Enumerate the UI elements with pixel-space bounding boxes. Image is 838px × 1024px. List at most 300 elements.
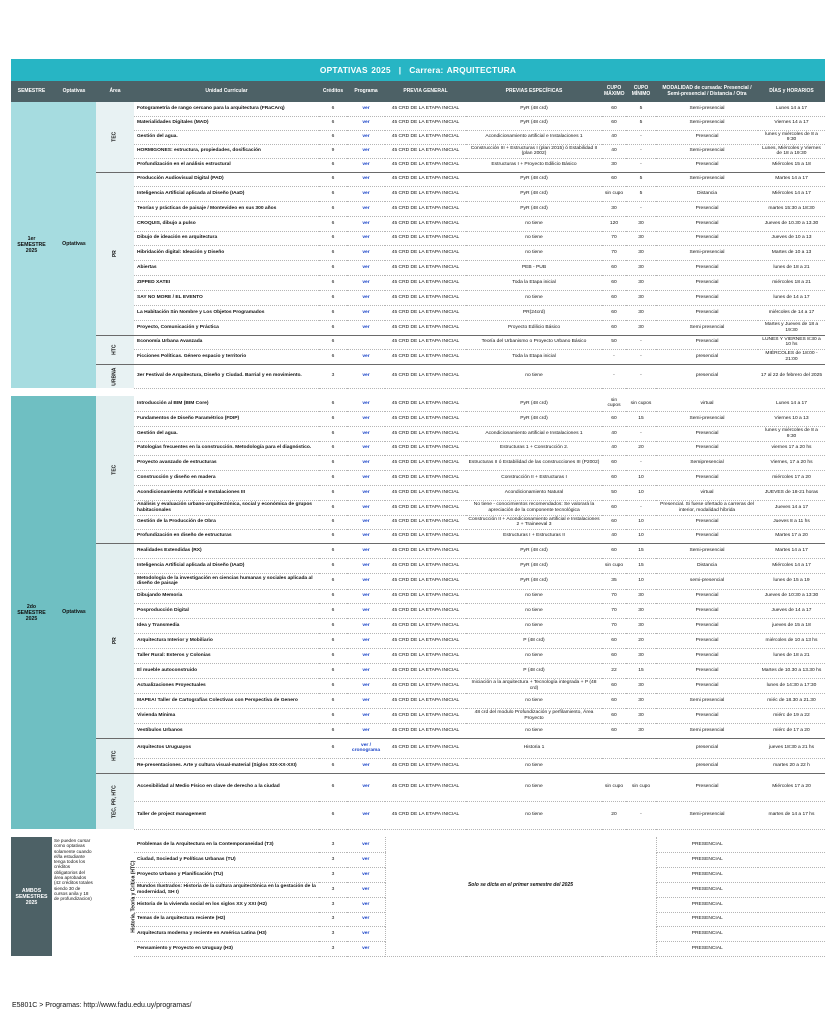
- creditos: 6: [319, 231, 347, 245]
- creditos: 9: [319, 144, 347, 158]
- cupo-minimo: 10: [626, 573, 656, 589]
- previas-especificas: Toda la Etapa inicial: [466, 275, 602, 290]
- cupo-maximo: 60: [602, 723, 626, 738]
- programa-link[interactable]: ver: [347, 663, 385, 678]
- cupo-minimo: 30: [626, 693, 656, 708]
- programa-link[interactable]: ver: [347, 455, 385, 470]
- creditos: 3: [319, 926, 347, 941]
- programa-link[interactable]: ver: [347, 758, 385, 773]
- table-row: [11, 130, 825, 144]
- table-row: [11, 290, 825, 305]
- previas-especificas: no tiene: [466, 618, 602, 633]
- cupo-maximo: 30: [602, 201, 626, 216]
- modalidad: Semi-presencial: [656, 245, 758, 260]
- previas-especificas: Estructuras II ó Estabilidad de las construcciones III (P2002): [466, 455, 602, 470]
- dias-horarios: Martes de 10 a 13: [758, 245, 825, 260]
- programa-link[interactable]: ver: [347, 543, 385, 558]
- programa-link[interactable]: ver: [347, 216, 385, 231]
- programa-link[interactable]: ver: [347, 320, 385, 335]
- previas-especificas: Estructuras I + Proyecto Edilicio Básico: [466, 158, 602, 172]
- unidad-curricular: Metodología de la investigación en ciencias humanas y sociales aplicada al diseño de paisaje: [134, 573, 319, 589]
- table-row: [11, 426, 825, 441]
- dias-horarios: lunes y miércoles de 8 a 9:30: [758, 130, 825, 144]
- modalidad: Presencial: [656, 216, 758, 231]
- header-cell: DÍAS y HORARIOS: [758, 81, 825, 102]
- previas-especificas: Construcción II + Acondicionamiento artificial e Instalaciones 2 + Traineeval 3: [466, 515, 602, 529]
- dias-horarios: Miércoles 17 a 20: [758, 773, 825, 801]
- modalidad: presencial: [656, 364, 758, 388]
- unidad-curricular: Construcción y diseño en madera: [134, 470, 319, 485]
- dias-horarios: Martes 14 a 17: [758, 172, 825, 186]
- table-row: [11, 245, 825, 260]
- cupo-maximo: 30: [602, 158, 626, 172]
- programa-link[interactable]: ver: [347, 693, 385, 708]
- creditos: 6: [319, 758, 347, 773]
- cupo-maximo: 60: [602, 633, 626, 648]
- dias-horarios: Lunes, Miércoles y Viernes de 18 a 19:30: [758, 144, 825, 158]
- merged-prereq-note: Solo se dicta en el primer semestre del 2025: [467, 882, 574, 888]
- semester-label: 1er SEMESTRE 2025: [11, 102, 52, 388]
- table-row: [11, 589, 825, 603]
- previas-especificas: PyR (48 crd): [466, 558, 602, 573]
- creditos: 6: [319, 130, 347, 144]
- modalidad: Presencial: [656, 603, 758, 618]
- unidad-curricular: Acondicionamiento Artificial e Instalaciones III: [134, 485, 319, 500]
- cupo-minimo: -: [626, 349, 656, 364]
- previas-especificas: No tiene - conocimientos recomendados: Se valorará la apreciación de la componente tecnológica: [466, 500, 602, 515]
- area-text: TEC: [111, 464, 118, 475]
- previas-especificas: PyR (48 crd): [466, 396, 602, 411]
- optativas-label: Optativas: [52, 102, 96, 388]
- unidad-curricular: Fundamentos de Diseño Paramétrico (FDIP): [134, 411, 319, 426]
- creditos: 6: [319, 663, 347, 678]
- unidad-curricular: Dibujando Memoria: [134, 589, 319, 603]
- previas-especificas: no tiene: [466, 245, 602, 260]
- unidad-curricular: Ficciones Políticas. Género espacio y territorio: [134, 349, 319, 364]
- cupo-minimo: 10: [626, 515, 656, 529]
- previa-general: 45 CRD DE LA ETAPA INICIAL: [385, 500, 466, 515]
- table-row: [11, 738, 825, 758]
- cupo-minimo: 30: [626, 275, 656, 290]
- creditos: 6: [319, 275, 347, 290]
- programa-link[interactable]: ver: [347, 837, 385, 852]
- dias-horarios: miérc de 17 a 20: [758, 723, 825, 738]
- programa-link[interactable]: ver: [347, 245, 385, 260]
- previa-general: 45 CRD DE LA ETAPA INICIAL: [385, 426, 466, 441]
- cupo-minimo: 30: [626, 320, 656, 335]
- area-text: TEC, PR, HTC: [111, 784, 118, 818]
- cupo-maximo: sin cupo: [602, 558, 626, 573]
- cupo-minimo: 30: [626, 231, 656, 245]
- modalidad: Presencial: [656, 589, 758, 603]
- previas-especificas: Acondicionamiento artificial e Instalaciones 1: [466, 426, 602, 441]
- unidad-curricular: Actualizaciones Proyectuales: [134, 678, 319, 693]
- previa-general: 45 CRD DE LA ETAPA INICIAL: [385, 470, 466, 485]
- cupo-minimo: 30: [626, 603, 656, 618]
- unidad-curricular: Profundización en el análisis estructural: [134, 158, 319, 172]
- modalidad: Presencial: [656, 260, 758, 275]
- dias-horarios: Viernes 10 a 13: [758, 411, 825, 426]
- previa-general: 45 CRD DE LA ETAPA INICIAL: [385, 558, 466, 573]
- previas-especificas: PyR (48 crd): [466, 172, 602, 186]
- table-row: [11, 693, 825, 708]
- unidad-curricular: Posproducción Digital: [134, 603, 319, 618]
- table-row: [11, 216, 825, 231]
- table-row: [11, 708, 825, 723]
- programa-link[interactable]: ver / cronograma: [347, 738, 385, 758]
- previas-especificas: no tiene: [466, 693, 602, 708]
- previas-especificas: Teoría del Urbanismo o Proyecto Urbano Básico: [466, 335, 602, 349]
- cupo-maximo: 40: [602, 441, 626, 455]
- cupo-maximo: 60: [602, 116, 626, 130]
- cupo-minimo: 15: [626, 543, 656, 558]
- programa-link[interactable]: ver: [347, 426, 385, 441]
- modalidad: PRESENCIAL: [656, 941, 758, 956]
- programa-link[interactable]: ver: [347, 290, 385, 305]
- area-label: [96, 335, 134, 364]
- previas-especificas: Iniciación a la arquitectura + Tecnología integrada + P (48 crd): [466, 678, 602, 693]
- previa-general: 45 CRD DE LA ETAPA INICIAL: [385, 678, 466, 693]
- cupo-minimo: 30: [626, 589, 656, 603]
- unidad-curricular: Gestión de la Producción de Obra: [134, 515, 319, 529]
- dias-horarios: Jueves de 10.30 a 13.30: [758, 216, 825, 231]
- cupo-minimo: 20: [626, 441, 656, 455]
- programa-link[interactable]: ver: [347, 231, 385, 245]
- programa-link[interactable]: ver: [347, 364, 385, 388]
- programa-link[interactable]: ver: [347, 618, 385, 633]
- dias-horarios: 17 al 22 de febrero del 2025: [758, 364, 825, 388]
- programa-link[interactable]: ver: [347, 589, 385, 603]
- header-cell: Créditos: [319, 81, 347, 102]
- modalidad: virtual: [656, 485, 758, 500]
- previas-especificas: PyR (48 crd): [466, 411, 602, 426]
- modalidad: presencial: [656, 758, 758, 773]
- title-carrera: Carrera: ARQUITECTURA: [409, 65, 517, 75]
- cupo-maximo: 60: [602, 708, 626, 723]
- creditos: 6: [319, 396, 347, 411]
- area-label: [96, 738, 134, 773]
- previa-general: 45 CRD DE LA ETAPA INICIAL: [385, 663, 466, 678]
- previa-general: 45 CRD DE LA ETAPA INICIAL: [385, 130, 466, 144]
- cupo-maximo: 60: [602, 275, 626, 290]
- unidad-curricular: CROQUIS, dibujo a pulso: [134, 216, 319, 231]
- dias-horarios: Viernes 14 a 17: [758, 116, 825, 130]
- previas-especificas: no tiene: [466, 801, 602, 829]
- cupo-maximo: 60: [602, 543, 626, 558]
- dias-horarios: Miércoles 14 a 17: [758, 186, 825, 201]
- previa-general: 45 CRD DE LA ETAPA INICIAL: [385, 543, 466, 558]
- programa-link[interactable]: ver: [347, 186, 385, 201]
- modalidad: PRESENCIAL: [656, 926, 758, 941]
- dias-horarios: lunes de 14:30 a 17:30: [758, 678, 825, 693]
- table-row: [11, 618, 825, 633]
- dias-horarios: Jueves de 10 a 13: [758, 231, 825, 245]
- previa-general: 45 CRD DE LA ETAPA INICIAL: [385, 455, 466, 470]
- programa-link[interactable]: ver: [347, 882, 385, 897]
- table-row: [11, 158, 825, 172]
- area-text: URBNA: [111, 367, 118, 386]
- dias-horarios: Lunes 14 a 17: [758, 396, 825, 411]
- cupo-maximo: 40: [602, 130, 626, 144]
- programa-link[interactable]: ver: [347, 603, 385, 618]
- programa-link[interactable]: ver: [347, 500, 385, 515]
- unidad-curricular: Accesibilidad al Medio Físico en clave de derecho a la ciudad: [134, 773, 319, 801]
- cupo-minimo: 15: [626, 558, 656, 573]
- creditos: 6: [319, 335, 347, 349]
- table-row: [11, 500, 825, 515]
- programa-link[interactable]: ver: [347, 723, 385, 738]
- dias-horarios: miércoles de 14 a 17: [758, 305, 825, 320]
- modalidad: Presencial: [656, 633, 758, 648]
- unidad-curricular: Dibujo de ideación en arquitectura: [134, 231, 319, 245]
- programa-link[interactable]: ver: [347, 441, 385, 455]
- programa-link[interactable]: ver: [347, 349, 385, 364]
- creditos: 6: [319, 426, 347, 441]
- title-main: OPTATIVAS 2025: [319, 65, 391, 75]
- cupo-maximo: 60: [602, 411, 626, 426]
- dias-horarios: Martes 17 a 20: [758, 529, 825, 543]
- dias-horarios: Jueves 8 a 11 hs: [758, 515, 825, 529]
- cupo-maximo: 20: [602, 801, 626, 829]
- cupo-maximo: 60: [602, 172, 626, 186]
- area-text: TEC: [111, 131, 118, 142]
- unidad-curricular: Teorías y prácticas de paisaje / Montevideo en sus 300 años: [134, 201, 319, 216]
- previas-especificas: no tiene: [466, 231, 602, 245]
- cupo-minimo: -: [626, 158, 656, 172]
- previas-especificas: PyR (48 crd): [466, 102, 602, 116]
- programa-link[interactable]: ver: [347, 912, 385, 926]
- dias-horarios: miércoles 18 a 21: [758, 275, 825, 290]
- previa-general: 45 CRD DE LA ETAPA INICIAL: [385, 411, 466, 426]
- modalidad: Semi-presencial: [656, 116, 758, 130]
- unidad-curricular: Mundos Ilustrados: Historia de la cultura arquitectónica en la gestación de la modernidad, SH I): [134, 882, 319, 897]
- previa-general: 45 CRD DE LA ETAPA INICIAL: [385, 216, 466, 231]
- modalidad: Presencial: [656, 290, 758, 305]
- creditos: 6: [319, 201, 347, 216]
- programa-link[interactable]: ver: [347, 867, 385, 882]
- cupo-minimo: -: [626, 426, 656, 441]
- creditos: 6: [319, 500, 347, 515]
- previa-general: 45 CRD DE LA ETAPA INICIAL: [385, 231, 466, 245]
- programa-link[interactable]: ver: [347, 470, 385, 485]
- previa-general: 45 CRD DE LA ETAPA INICIAL: [385, 603, 466, 618]
- area-label: [96, 543, 134, 738]
- optativas-label: Optativas: [52, 396, 96, 829]
- programa-link[interactable]: ver: [347, 529, 385, 543]
- cupo-minimo: 30: [626, 305, 656, 320]
- table-row: [11, 231, 825, 245]
- modalidad: Presencial: [656, 663, 758, 678]
- header-cell: PREVIA GENERAL: [385, 81, 466, 102]
- creditos: 6: [319, 485, 347, 500]
- table-row: [11, 773, 825, 801]
- creditos: 6: [319, 708, 347, 723]
- creditos: 6: [319, 515, 347, 529]
- cupo-maximo: 22: [602, 663, 626, 678]
- table-row: [11, 396, 825, 411]
- cupo-maximo: 60: [602, 515, 626, 529]
- dias-horarios: lunes de 18 a 21: [758, 260, 825, 275]
- semester-label: 2do SEMESTRE 2025: [11, 396, 52, 829]
- table-row: [11, 335, 825, 349]
- programa-link[interactable]: ver: [347, 144, 385, 158]
- modalidad: Semi-presencial: [656, 801, 758, 829]
- modalidad: Presencial: [656, 441, 758, 455]
- previas-especificas: no tiene: [466, 364, 602, 388]
- programa-link[interactable]: ver: [347, 573, 385, 589]
- programa-link[interactable]: ver: [347, 130, 385, 144]
- previa-general: 45 CRD DE LA ETAPA INICIAL: [385, 485, 466, 500]
- header-cell: CUPO MÁXIMO: [602, 81, 626, 102]
- modalidad: Semipresencial: [656, 455, 758, 470]
- programa-link[interactable]: ver: [347, 633, 385, 648]
- unidad-curricular: Problemas de la Arquitectura en la Contemporaneidad (T3): [134, 837, 319, 852]
- cupo-minimo: sin cupos: [626, 396, 656, 411]
- programa-link[interactable]: ver: [347, 897, 385, 912]
- programa-link[interactable]: ver: [347, 201, 385, 216]
- unidad-curricular: Patologías frecuentes en la construcción. Metodología para el diagnóstico.: [134, 441, 319, 455]
- modalidad: Presencial: [656, 529, 758, 543]
- table-row: [11, 172, 825, 186]
- modalidad: Presencial: [656, 275, 758, 290]
- modalidad: PRESENCIAL: [656, 897, 758, 912]
- dias-horarios: [758, 912, 825, 926]
- dias-horarios: Martes de 10.30 a 13.30 hs: [758, 663, 825, 678]
- programa-link[interactable]: ver: [347, 275, 385, 290]
- creditos: 6: [319, 648, 347, 663]
- dias-horarios: jueves de 15 a 18: [758, 618, 825, 633]
- programa-link[interactable]: ver: [347, 678, 385, 693]
- programa-link[interactable]: ver: [347, 852, 385, 867]
- previa-general: 45 CRD DE LA ETAPA INICIAL: [385, 349, 466, 364]
- dias-horarios: Martes 14 a 17: [758, 543, 825, 558]
- creditos: 3: [319, 852, 347, 867]
- programa-link[interactable]: ver: [347, 260, 385, 275]
- dias-horarios: Miércoles 15 a 18: [758, 158, 825, 172]
- dias-horarios: Martes y Jueves de 18 a 19:30: [758, 320, 825, 335]
- dias-horarios: [758, 882, 825, 897]
- previas-especificas: no tiene: [466, 290, 602, 305]
- programa-link[interactable]: ver: [347, 648, 385, 663]
- previa-general: 45 CRD DE LA ETAPA INICIAL: [385, 245, 466, 260]
- modalidad: Presencial: [656, 158, 758, 172]
- programa-link[interactable]: ver: [347, 708, 385, 723]
- unidad-curricular: Abiertas: [134, 260, 319, 275]
- creditos: 6: [319, 441, 347, 455]
- programa-link[interactable]: ver: [347, 396, 385, 411]
- cupo-maximo: 60: [602, 320, 626, 335]
- creditos: 6: [319, 470, 347, 485]
- previas-especificas: no tiene: [466, 216, 602, 231]
- table-row: [11, 411, 825, 426]
- unidad-curricular: Historia de la vivienda social en los siglos XX y XXI (H2): [134, 897, 319, 912]
- header-cell: Área: [96, 81, 134, 102]
- dias-horarios: Jueves de 14 a 17: [758, 603, 825, 618]
- cupo-minimo: 30: [626, 648, 656, 663]
- programa-link[interactable]: ver: [347, 305, 385, 320]
- area-text: HTC: [111, 750, 118, 761]
- cupo-minimo: -: [626, 201, 656, 216]
- programa-link[interactable]: ver: [347, 158, 385, 172]
- unidad-curricular: Introducción al BIM (BIM Core): [134, 396, 319, 411]
- programa-link[interactable]: ver: [347, 558, 385, 573]
- programa-link[interactable]: ver: [347, 116, 385, 130]
- previa-general: 45 CRD DE LA ETAPA INICIAL: [385, 758, 466, 773]
- cupo-maximo: 60: [602, 500, 626, 515]
- programa-link[interactable]: ver: [347, 941, 385, 956]
- programa-link[interactable]: ver: [347, 172, 385, 186]
- modalidad: virtual: [656, 396, 758, 411]
- creditos: 3: [319, 882, 347, 897]
- modalidad: Presencial: [656, 618, 758, 633]
- header-cell: MODALIDAD de cursada: Presencial / Semi-presencial / Distancia / Otra: [656, 81, 758, 102]
- programa-link[interactable]: ver: [347, 485, 385, 500]
- footer-note: E5801C > Programas: http://www.fadu.edu.uy/programas/: [12, 1002, 192, 1009]
- programa-link[interactable]: ver: [347, 773, 385, 801]
- unidad-curricular: Inteligencia Artificial aplicada al Diseño (IAaD): [134, 186, 319, 201]
- previas-especificas: PyR (48 crd): [466, 201, 602, 216]
- cupo-minimo: -: [626, 455, 656, 470]
- creditos: 6: [319, 738, 347, 758]
- unidad-curricular: Idea y Transmedia: [134, 618, 319, 633]
- modalidad: Presencial. Si fuese ofertado a carreras del interior, modalidad híbrida: [656, 500, 758, 515]
- programa-link[interactable]: [347, 335, 385, 349]
- dias-horarios: [758, 867, 825, 882]
- programa-link[interactable]: ver: [347, 411, 385, 426]
- cupo-minimo: 5: [626, 186, 656, 201]
- cupo-maximo: 60: [602, 470, 626, 485]
- dias-horarios: MIÉRCOLES de 18:00 - 21:00: [758, 349, 825, 364]
- unidad-curricular: Realidades Extendidas (RX): [134, 543, 319, 558]
- previa-general: 45 CRD DE LA ETAPA INICIAL: [385, 320, 466, 335]
- modalidad: Presencial: [656, 648, 758, 663]
- previa-general: 45 CRD DE LA ETAPA INICIAL: [385, 305, 466, 320]
- table-row: [11, 485, 825, 500]
- cupo-maximo: 70: [602, 231, 626, 245]
- programa-link[interactable]: ver: [347, 102, 385, 116]
- previa-general: 45 CRD DE LA ETAPA INICIAL: [385, 201, 466, 216]
- programa-link[interactable]: ver: [347, 926, 385, 941]
- table-row: [11, 260, 825, 275]
- header-cell: Unidad Curricular: [134, 81, 319, 102]
- modalidad: Presencial: [656, 470, 758, 485]
- programa-link[interactable]: ver: [347, 515, 385, 529]
- dias-horarios: jueves 18:30 a 21 hs: [758, 738, 825, 758]
- unidad-curricular: Taller Rural: Esteros y Colonias: [134, 648, 319, 663]
- unidad-curricular: Gestión del agua.: [134, 130, 319, 144]
- title-separator: |: [398, 65, 402, 75]
- modalidad: Presencial: [656, 130, 758, 144]
- cupo-maximo: 60: [602, 290, 626, 305]
- cupo-maximo: 70: [602, 589, 626, 603]
- creditos: 6: [319, 678, 347, 693]
- creditos: 6: [319, 801, 347, 829]
- cupo-minimo: 10: [626, 485, 656, 500]
- modalidad: PRESENCIAL: [656, 852, 758, 867]
- programa-link[interactable]: ver: [347, 801, 385, 829]
- modalidad: Presencial: [656, 515, 758, 529]
- modalidad: Presencial: [656, 708, 758, 723]
- table-row: [11, 102, 825, 116]
- cupo-maximo: 70: [602, 618, 626, 633]
- dias-horarios: JUEVES de 18-21 horas: [758, 485, 825, 500]
- cupo-maximo: 50: [602, 485, 626, 500]
- unidad-curricular: Inteligencia Artificial aplicada al Diseño (IAaD): [134, 558, 319, 573]
- previas-especificas: Construcción II + Estructuras I: [466, 470, 602, 485]
- previas-especificas: PyR (48 crd): [466, 543, 602, 558]
- dias-horarios: LUNES Y VIERNES 8:30 a 10 hs: [758, 335, 825, 349]
- dias-horarios: [758, 941, 825, 956]
